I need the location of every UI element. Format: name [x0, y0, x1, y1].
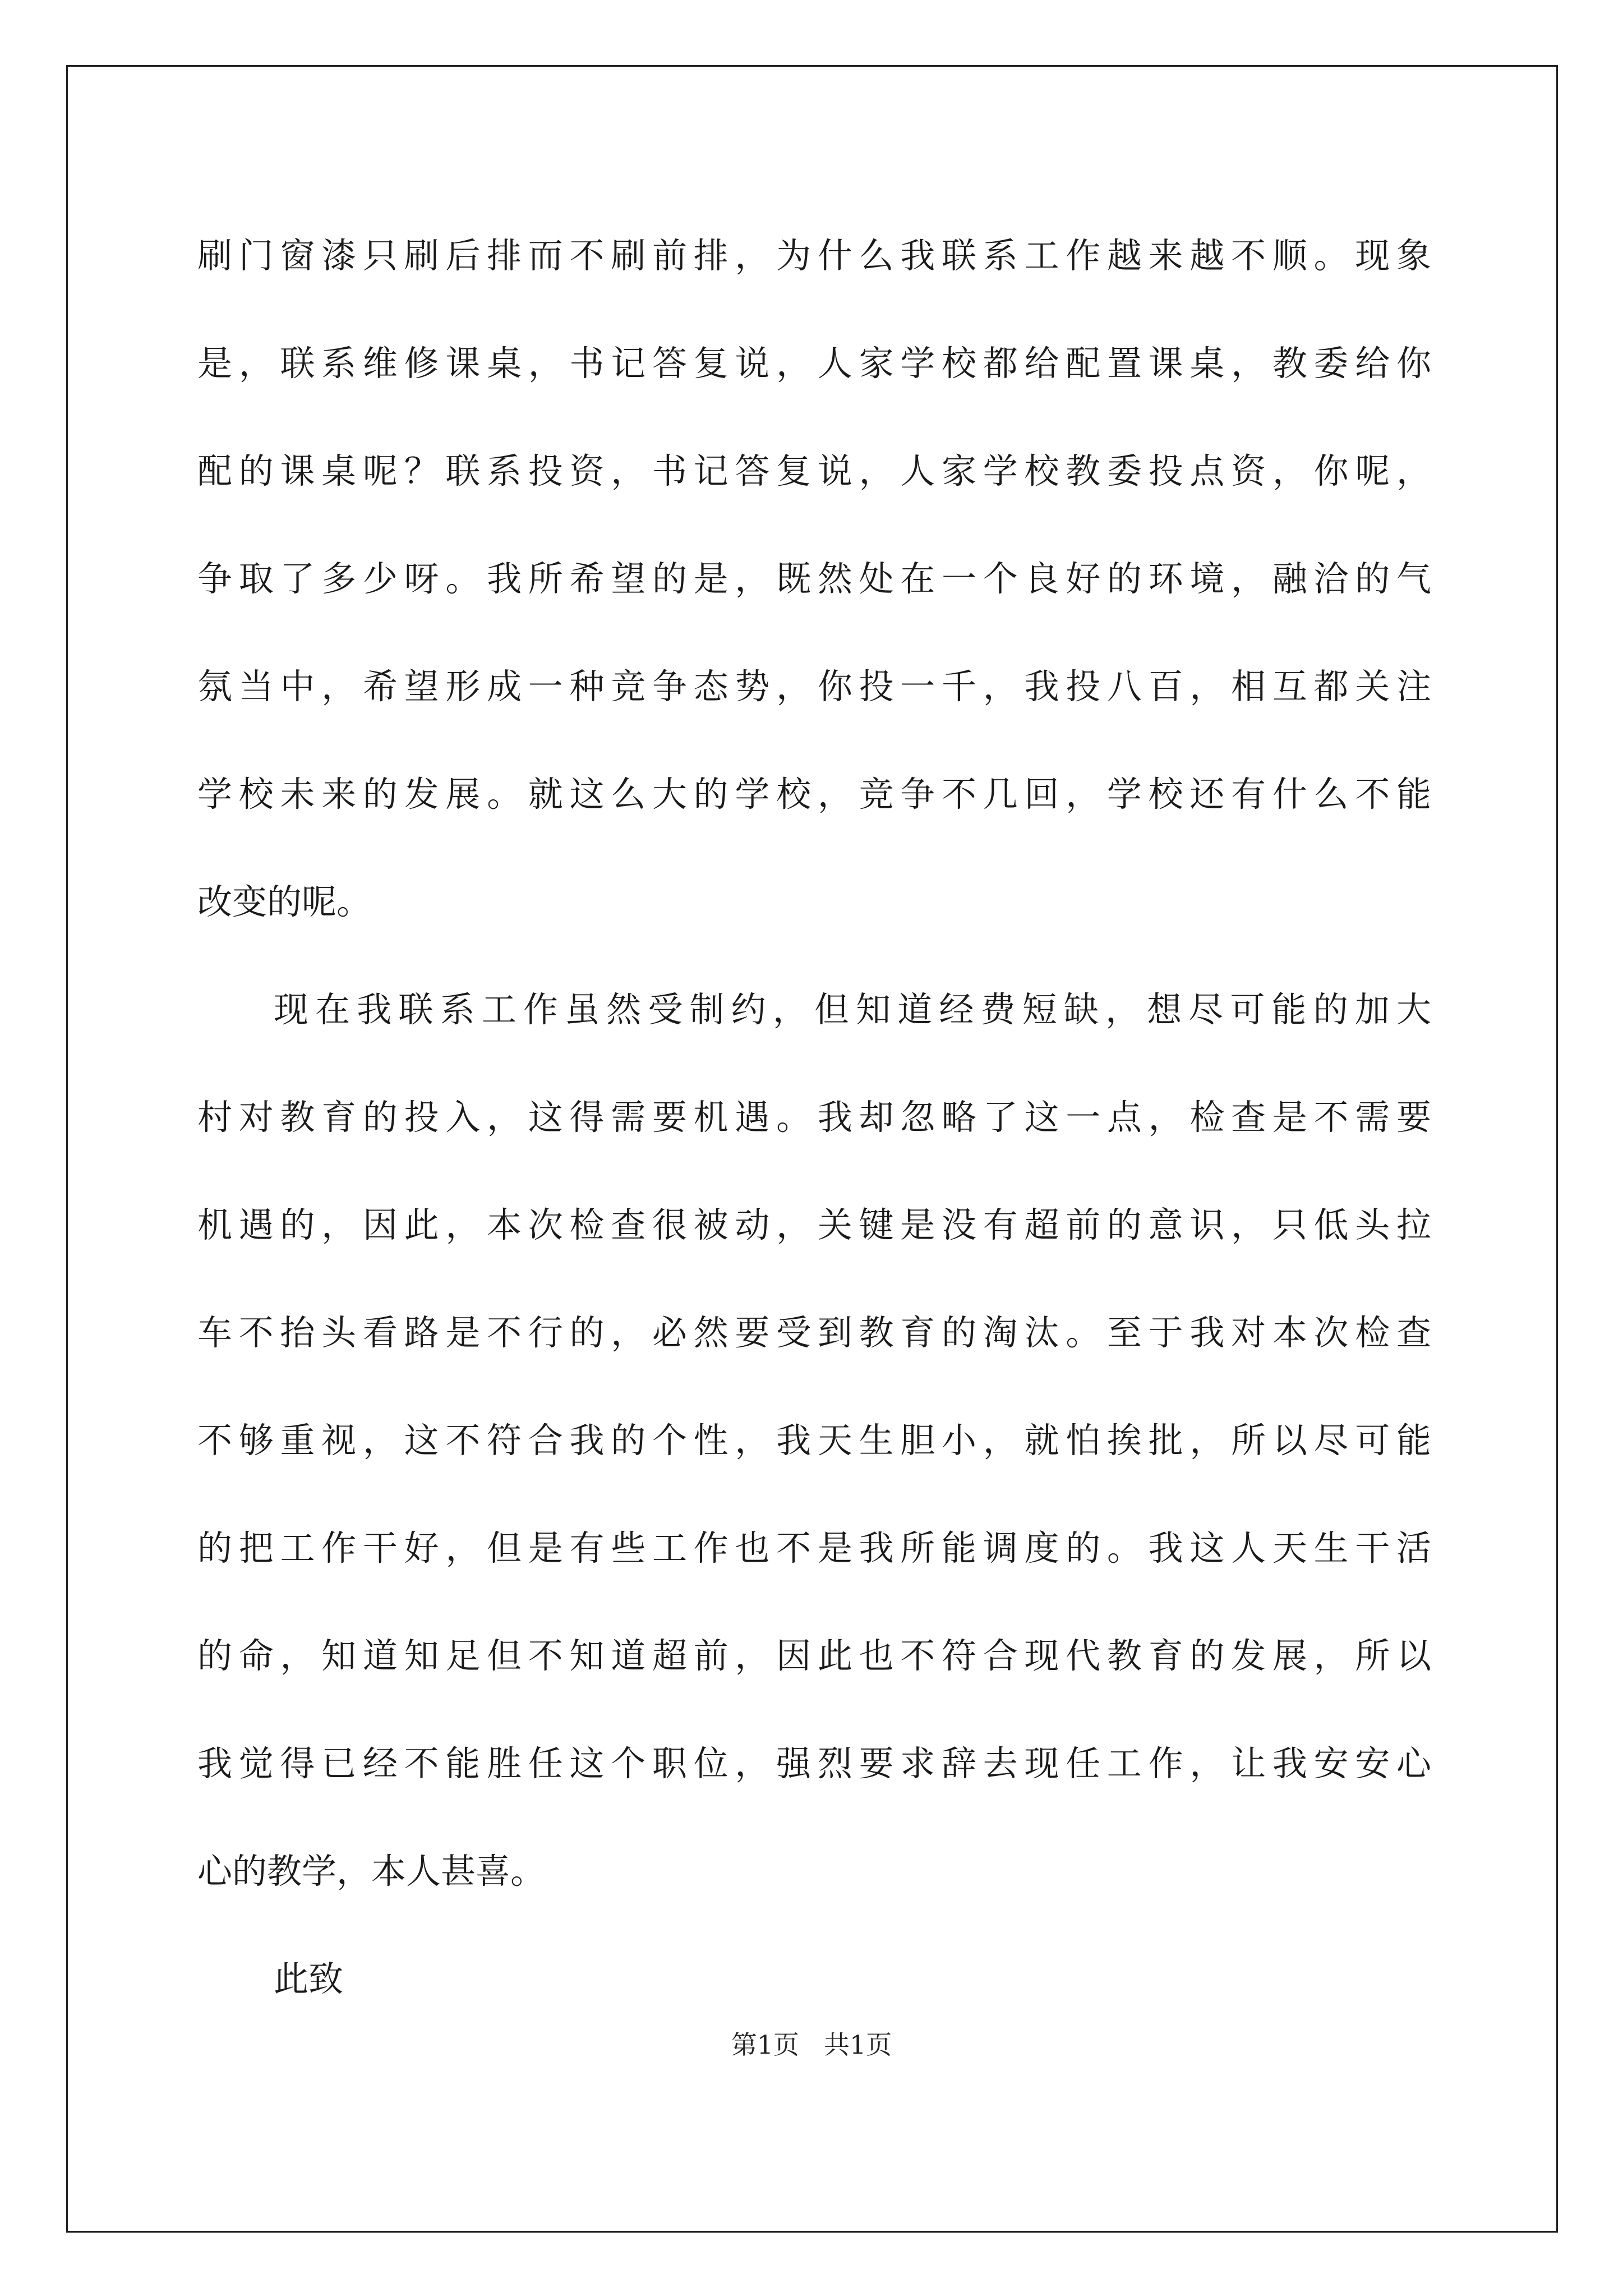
- document-body: [197, 202, 1431, 2033]
- paragraph-2-line-6: 的把工作干好，但是有些工作也不是我所能调度的。我这人天生干活: [197, 1527, 1431, 1568]
- paragraph-2-line-4: 车不抬头看路是不行的，必然要受到教育的淘汰。至于我对本次检查: [197, 1312, 1431, 1353]
- paragraph-2-line-7: 的命，知道知足但不知道超前，因此也不符合现代教育的发展，所以: [197, 1635, 1431, 1676]
- paragraph-1-line-4: 争取了多少呀。我所希望的是，既然处在一个良好的环境，融洽的气: [197, 558, 1431, 599]
- paragraph-2-line-8: 我觉得已经不能胜任这个职位，强烈要求辞去现任工作，让我安安心: [197, 1743, 1431, 1784]
- paragraph-1-line-3: 配的课桌呢？联系投资，书记答复说，人家学校教委投点资，你呢，: [197, 450, 1431, 491]
- closing-salutation: 此致: [274, 1958, 344, 1999]
- page-total: 共1页: [824, 2030, 892, 2060]
- paragraph-1-line-2: 是，联系维修课桌，书记答复说，人家学校都给配置课桌，教委给你: [197, 343, 1431, 384]
- page-footer: [0, 2019, 1623, 2070]
- paragraph-1-line-5: 氛当中，希望形成一种竞争态势，你投一千，我投八百，相互都关注: [197, 666, 1431, 707]
- page-number: 第1页: [731, 2030, 799, 2060]
- paragraph-2-line-1: 现在我联系工作虽然受制约，但知道经费短缺，想尽可能的加大: [274, 989, 1431, 1030]
- paragraph-2-line-5: 不够重视，这不符合我的个性，我天生胆小，就怕挨批，所以尽可能: [197, 1420, 1431, 1461]
- paragraph-2-line-2: 村对教育的投入，这得需要机遇。我却忽略了这一点，检查是不需要: [197, 1097, 1431, 1138]
- paragraph-1-line-7: 改变的呢。: [197, 881, 372, 922]
- paragraph-2-line-9: 心的教学，本人甚喜。: [197, 1851, 546, 1892]
- paragraph-1-line-1: 刷门窗漆只刷后排而不刷前排，为什么我联系工作越来越不顺。现象: [197, 235, 1431, 276]
- paragraph-2-line-3: 机遇的，因此，本次检查很被动，关键是没有超前的意识，只低头拉: [197, 1204, 1431, 1245]
- paragraph-1-line-6: 学校未来的发展。就这么大的学校，竞争不几回，学校还有什么不能: [197, 774, 1431, 815]
